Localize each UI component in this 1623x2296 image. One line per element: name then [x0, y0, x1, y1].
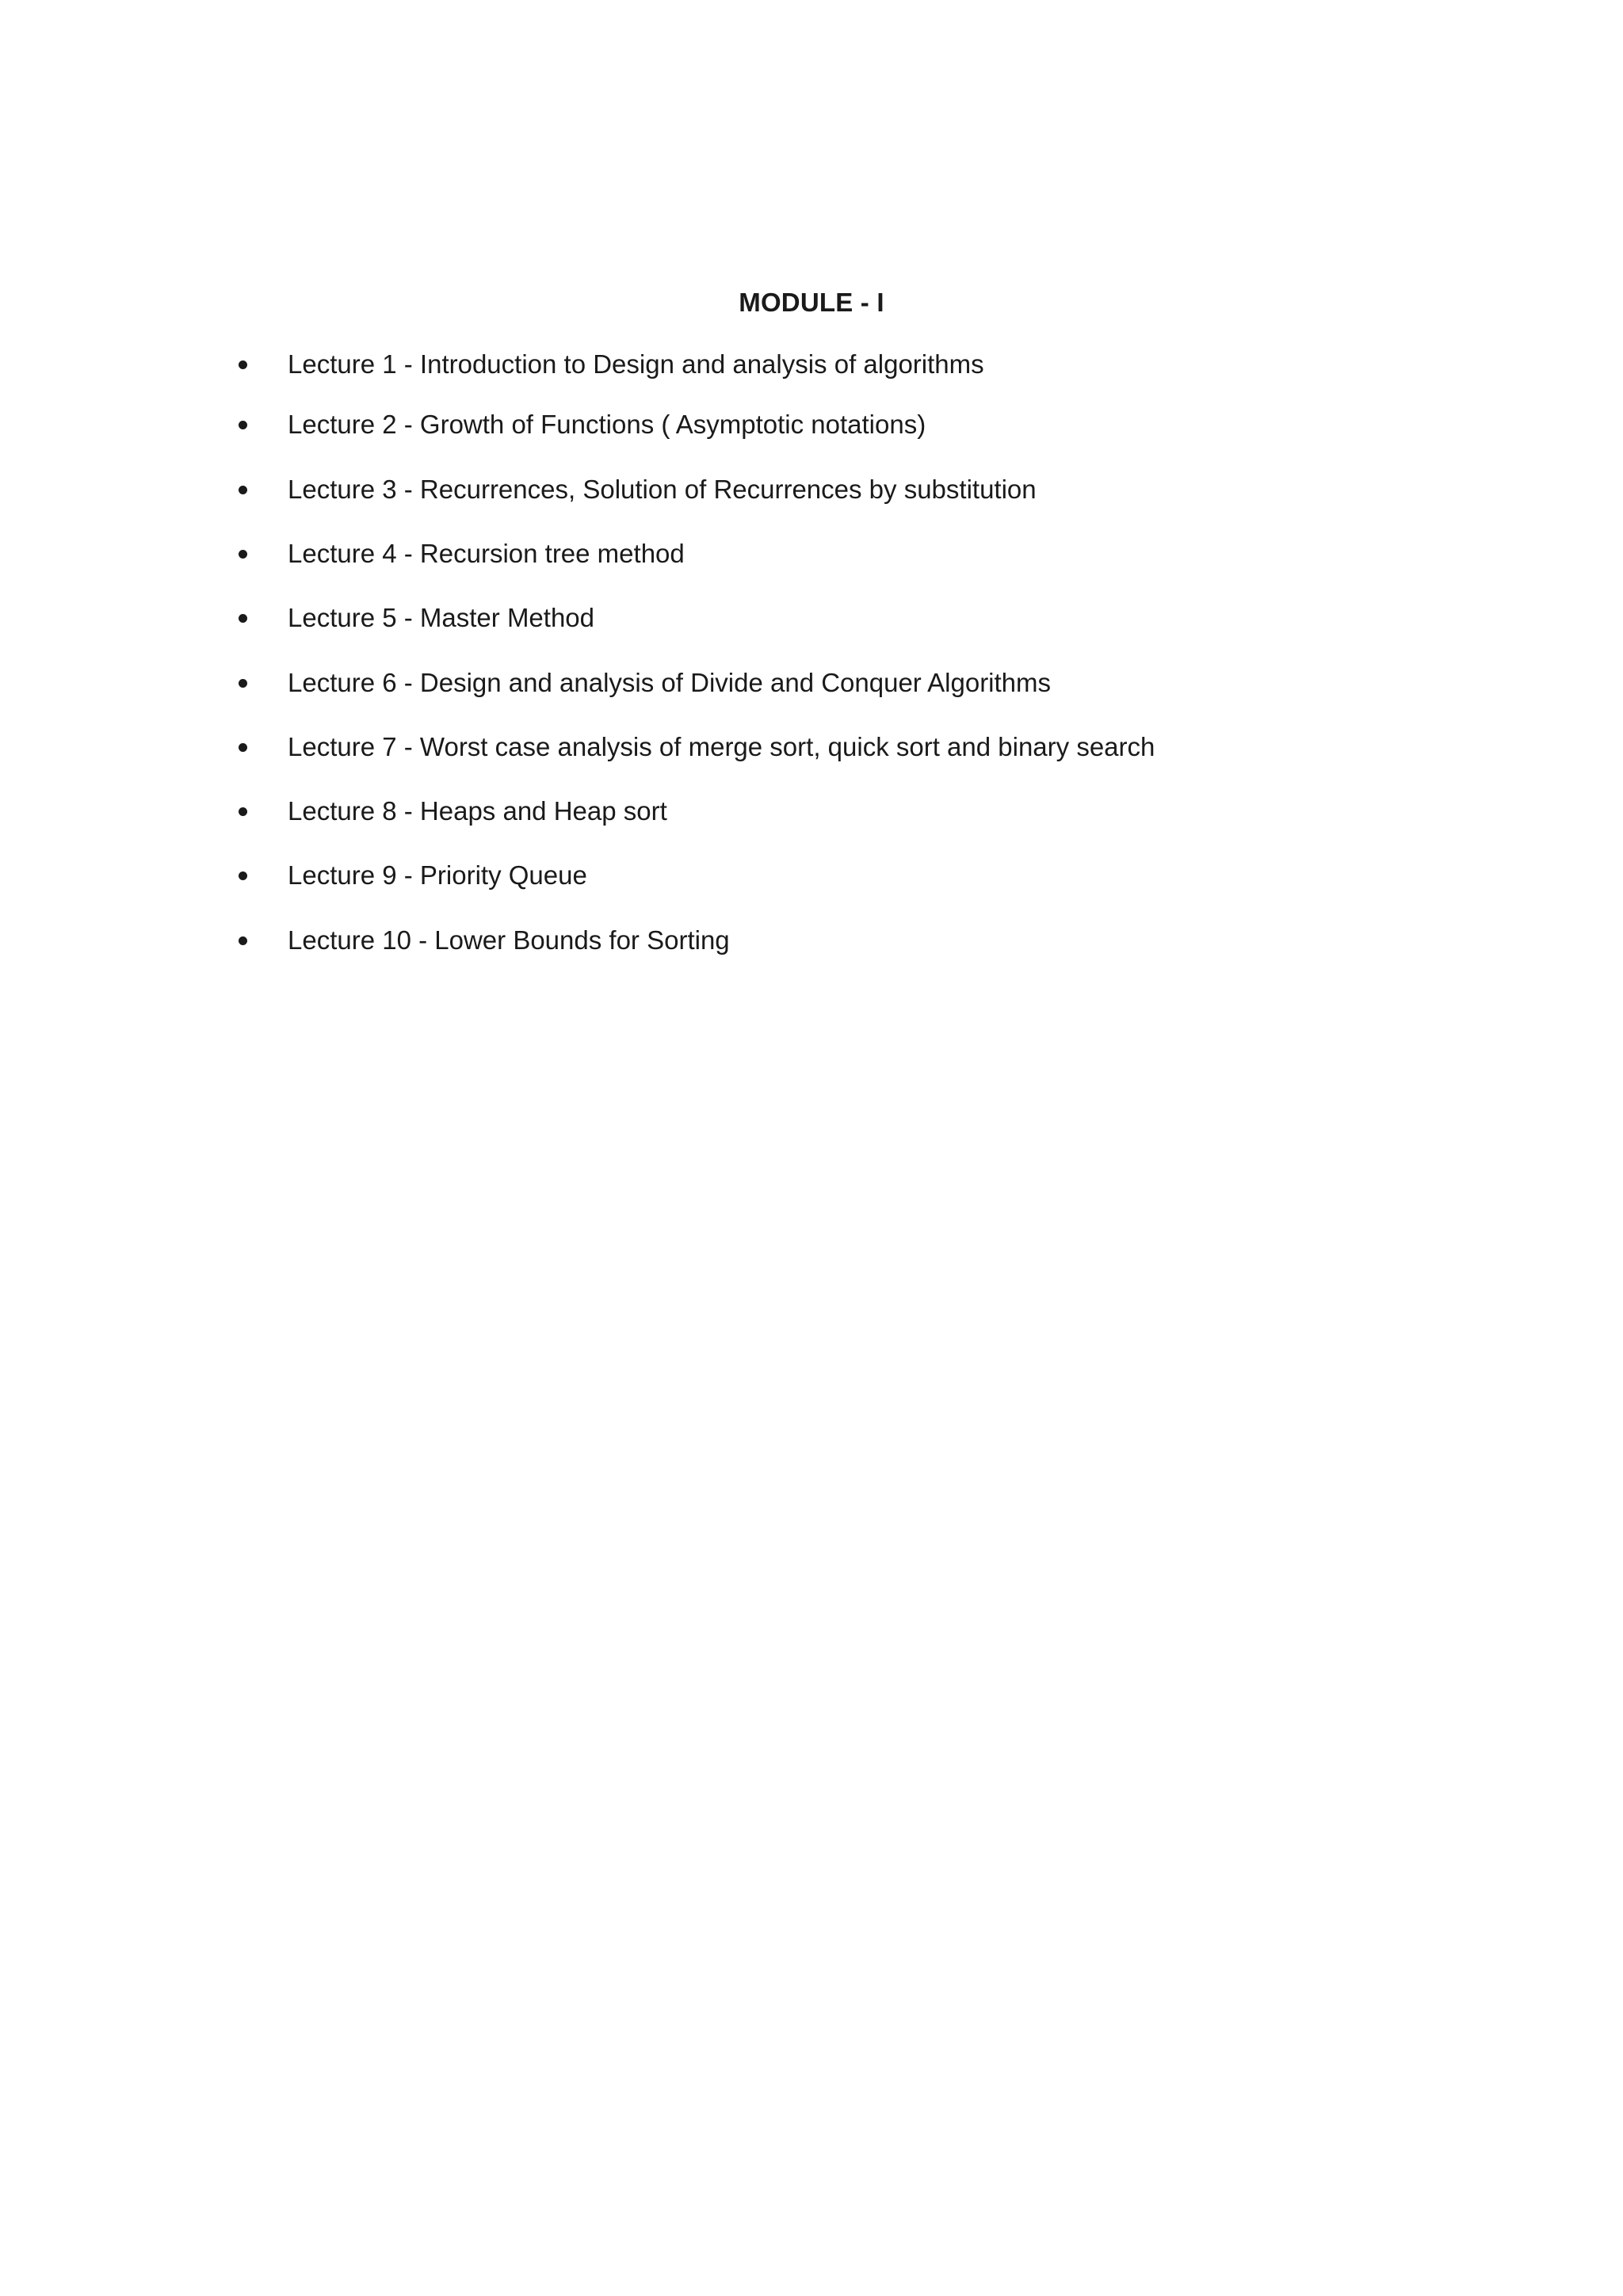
lecture-label: Lecture 5 - Master Method — [288, 603, 595, 632]
bullet-icon — [239, 421, 247, 429]
lecture-item — [0, 407, 1347, 442]
bullet-icon — [239, 614, 247, 623]
lecture-item — [0, 730, 1347, 765]
bullet-icon — [239, 360, 247, 369]
bullet-icon — [239, 936, 247, 945]
module-title: MODULE - I — [739, 288, 884, 317]
lecture-item — [0, 601, 1347, 635]
bullet-icon — [239, 871, 247, 880]
lecture-item — [0, 536, 1347, 571]
bullet-icon — [239, 743, 247, 752]
lecture-label: Lecture 6 - Design and analysis of Divide and Conquer Algorithms — [288, 668, 1052, 697]
lecture-label: Lecture 7 - Worst case analysis of merge sort, quick sort and binary search — [288, 732, 1155, 761]
lecture-item — [0, 794, 1347, 829]
lecture-label: Lecture 9 - Priority Queue — [288, 860, 587, 890]
lecture-item — [0, 472, 1347, 507]
bullet-icon — [239, 679, 247, 688]
lecture-label: Lecture 1 - Introduction to Design and analysis of algorithms — [288, 349, 984, 379]
bullet-icon — [239, 486, 247, 494]
lecture-item — [0, 923, 1347, 958]
lecture-label: Lecture 3 - Recurrences, Solution of Recurrences by substitution — [288, 475, 1037, 504]
lecture-label: Lecture 8 - Heaps and Heap sort — [288, 796, 667, 826]
lecture-label: Lecture 10 - Lower Bounds for Sorting — [288, 925, 730, 955]
lecture-item — [0, 666, 1347, 700]
lecture-label: Lecture 4 - Recursion tree method — [288, 539, 685, 568]
bullet-icon — [239, 807, 247, 816]
bullet-icon — [239, 550, 247, 559]
lecture-label: Lecture 2 - Growth of Functions ( Asymptotic notations) — [288, 410, 926, 439]
lecture-item — [0, 347, 1347, 382]
lecture-item — [0, 858, 1347, 893]
